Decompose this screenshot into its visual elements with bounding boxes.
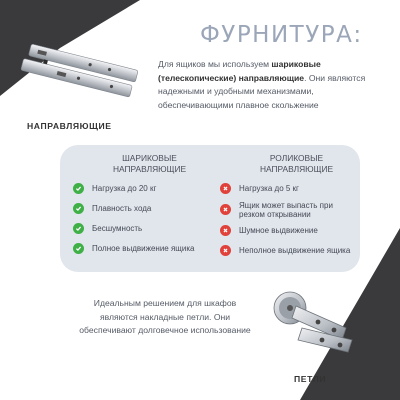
ball-rails-column [73, 153, 208, 261]
cross-icon [220, 183, 231, 194]
ball-item-text: Бесшумность [92, 224, 143, 234]
check-icon [73, 223, 84, 234]
roller-rails-heading [220, 153, 355, 175]
hinge-label: ПЕТЛИ [294, 374, 327, 384]
roller-item-text: Ящик может выпасть при резком открывании [239, 200, 333, 219]
ball-heading-line1: ШАРИКОВЫЕ [122, 153, 177, 163]
intro-part1: Для ящиков мы используем [158, 59, 272, 69]
cross-icon [220, 225, 231, 236]
check-icon [73, 203, 84, 214]
list-item [220, 243, 355, 259]
cross-icon [220, 245, 231, 256]
ball-rails-heading [73, 153, 208, 175]
check-icon [73, 243, 84, 254]
list-item [73, 201, 208, 217]
roller-heading-line2: НАПРАВЛЯЮЩИЕ [259, 163, 334, 174]
hinge-text: Идеальным решением для шкафов являются накладные петли. Они обеспечивают долговечное использование [79, 298, 251, 336]
intro-text [158, 58, 388, 112]
ball-item-text: Полное выдвижение ящика [92, 244, 195, 254]
ball-item-text: Плавность хода [92, 204, 152, 214]
roller-item-text: Шумное выдвижение [239, 226, 318, 236]
page-title: ФУРНИТУРА: [200, 22, 363, 48]
list-item [220, 181, 355, 197]
hinge-image [262, 288, 362, 358]
rails-image [18, 28, 138, 116]
roller-item-text: Нагрузка до 5 кг [239, 184, 299, 194]
intro-bold: шариковые (телескопические) направляющие [158, 59, 321, 83]
list-item [220, 201, 355, 219]
ball-heading-line2: НАПРАВЛЯЮЩИЕ [112, 163, 187, 174]
cross-icon [220, 204, 231, 215]
intro-part2: . Они являются надежными и удобными механизмами, обеспечивающими плавное скольжение [158, 72, 366, 110]
ball-item-text: Нагрузка до 20 кг [92, 184, 157, 194]
list-item [73, 221, 208, 237]
comparison-box [60, 145, 360, 272]
roller-item-text: Неполное выдвижение ящика [239, 246, 351, 256]
rails-label: НАПРАВЛЯЮЩИЕ [27, 121, 112, 131]
list-item [73, 241, 208, 257]
list-item [73, 181, 208, 197]
check-icon [73, 183, 84, 194]
roller-heading-line1: РОЛИКОВЫЕ [269, 153, 324, 163]
roller-rails-column [220, 153, 355, 263]
list-item [220, 223, 355, 239]
